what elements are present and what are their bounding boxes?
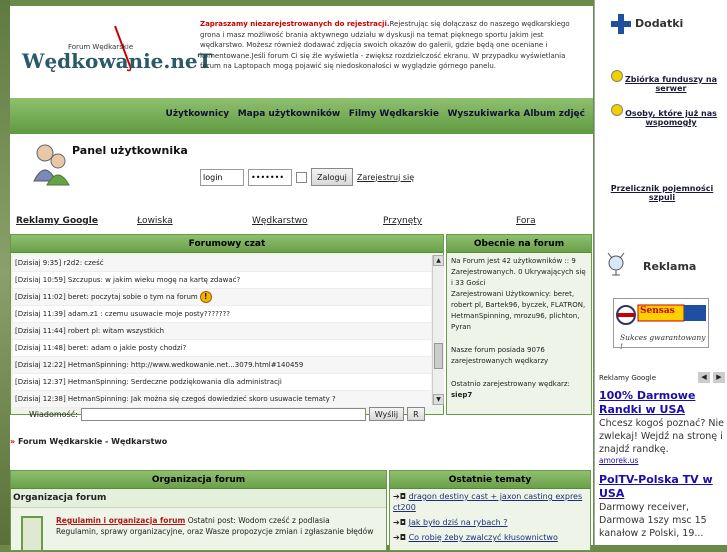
recent-item [390,530,590,545]
recent-item [390,515,590,530]
ad2-text: Darmowy receiver, Darmowa 1szy msc 15 kanałow z Polski, 19... [599,502,707,539]
posts-count: Nasze forum posiada 9076 zarejestrowanych wędkarzy [451,346,549,365]
recent-topic-link[interactable]: dragon destiny cast + jaxon casting expres ct200 [393,492,583,512]
link-fishing[interactable]: Wędkarstwo [252,216,308,226]
link-baits[interactable]: Przynęty [383,216,423,226]
chat-scrollbar[interactable] [432,255,444,405]
link-google-ads[interactable]: Reklamy Google [16,216,98,226]
chat-line: [Dzisiaj 11:44] robert pl: witam wszystkich [13,323,431,340]
next-ad-icon[interactable]: ▶ [713,372,725,383]
speaker-icon [603,250,629,278]
spool-calculator-link[interactable]: Przelicznik pojemności szpuli [610,184,714,202]
info-icon [611,70,623,82]
chat-message-row [11,407,445,421]
scroll-thumb[interactable] [434,343,443,369]
breadcrumb-text: Forum Wędkarskie - Wędkarstwo [17,437,168,446]
chat-line: [Dzisiaj 10:59] Szczupus: w jakim wieku mogę na kartę zdawać? [13,272,431,289]
login-input[interactable] [200,169,244,186]
forum-description: Regulamin, sprawy organizacyjne, oraz Wasze propozycje zmian i zgłaszanie błędów [56,527,374,536]
ad2-title[interactable]: PolTV-Polska TV w USA [599,473,713,500]
recent-topic-link[interactable]: Co robię żeby zwalczyć kłusownictwo [408,533,558,542]
last-registered-user[interactable]: siep7 [451,391,473,399]
nav-fishing-films[interactable]: Filmy Wędkarskie [348,109,439,119]
chat-list[interactable] [13,255,431,405]
chat-line [13,289,431,306]
organization-section [10,470,387,551]
intro-body: Rejestrując się dołączasz do naszego wędkarskiego grona i masz możliwość brania aktywnego udziału w dyskusji na temat pięknego sportu jakim jest wędkarstwo. Możesz również dodawać zdjęcia swoich okazów do galerii, gdzie będą one oceniane i komentowane.Jeśli forum Ci się źle wyświetla - zwiększ rozdzielczość ekranu. W przypadku wyświetlania forum na Laptopach mogą pojawić się niedoskonałości w wyglądzie górnego panelu. [200,20,570,70]
topic-arrow-icon: ➔◘ [393,533,409,542]
ads-heading: Reklama [643,260,697,273]
online-title: Obecnie na forum [447,235,591,253]
intro-text [200,19,585,72]
plus-icon [611,14,631,36]
forum-row [11,515,386,537]
logo-small-text: Forum Wędkarskie [68,43,134,51]
addons-heading: Dodatki [635,17,684,30]
top-nav [10,98,593,134]
recent-topic-link[interactable]: Jak było dziś na rybach ? [408,518,508,527]
main-column [10,6,593,545]
right-sidebar [594,0,727,545]
send-button[interactable]: Wyślij [369,407,404,421]
scroll-up-icon[interactable]: ▲ [433,255,444,266]
password-input[interactable] [248,169,292,186]
recent-topics [389,470,591,551]
remember-checkbox[interactable] [296,172,307,183]
online-panel [446,234,592,415]
last-registered-label: Ostatnio zarejestrowany wędkarz: [451,380,570,388]
recent-title: Ostatnie tematy [390,471,590,489]
chat-line: [Dzisiaj 12:37] HetmanSpinning: Serdeczne podziękowania dla administracji [13,374,431,391]
ad-links [10,216,593,230]
forum-last-post: Ostatni post: Wodom cześć z podlasia [187,516,330,525]
chat-line: [Dzisiaj 11:48] beret: adam o jakie posty chodzi? [13,340,431,357]
chat-line: [Dzisiaj 12:38] HetmanSpinning: Jak można się czegoś dowiedzieć skoro usuwacie tematy ? [13,391,431,408]
nav-search-album[interactable]: Wyszukiwarka Album zdjęć [447,109,585,119]
message-input[interactable] [81,408,366,421]
breadcrumb[interactable] [10,437,167,446]
ad1-text: Chcesz kogoś poznać? Nie zwlekaj! Wejdź na stronę i znajdź randkę. [599,418,725,455]
recent-item [390,489,590,515]
message-label: Wiadomość: [29,409,78,419]
fundraiser-link[interactable]: Zbiórka funduszy na serwer [624,75,718,93]
chat-title: Forumowy czat [11,235,443,253]
link-fisheries[interactable]: Łowiska [137,216,173,226]
site-logo[interactable] [20,20,213,80]
link-forums[interactable]: Fora [516,216,536,226]
prev-ad-icon[interactable]: ◀ [698,372,710,383]
online-registered: Zarejestrowani Użytkownicy: beret, robert pl, Bartek96, byczek, FLATRON, HetmanSpinning, mrozu96, plichton, Pyran [451,290,586,331]
login-form [200,168,414,186]
google-ads [599,372,725,540]
logo-main-text: Wędkowanie.neT [22,49,213,73]
banner-brand: Sensas [640,306,675,316]
intro-highlight[interactable]: Zapraszamy niezarejestrowanych do rejestracji. [200,20,390,28]
register-link[interactable]: Zarejestruj się [356,172,415,182]
panel-title: Panel użytkownika [72,144,188,157]
topic-arrow-icon: ➔◘ [393,518,409,527]
nav-user-map[interactable]: Mapa użytkowników [237,109,341,119]
background-left [0,0,10,545]
ad1-title[interactable]: 100% Darmowe Randki w USA [599,389,696,416]
organization-heading: Organizacja forum [11,489,386,508]
scroll-down-icon[interactable]: ▼ [433,394,444,405]
users-icon [32,141,72,187]
online-count: Na Forum jest 42 użytkowników :: 9 Zarejestrowanych. 0 Ukrywających się i 33 Gości [451,257,586,287]
banner-slogan: Sukces gwarantowany ! [620,333,706,351]
google-ads-label[interactable]: Reklamy Google [599,373,657,382]
refresh-button[interactable]: R [407,407,425,421]
chat-line: [Dzisiaj 11:39] adam.z1 : czemu usuwacie moje posty??????? [13,306,431,323]
chat-panel [10,234,444,419]
topic-arrow-icon: ➔◘ [393,492,409,501]
chat-line-text: [Dzisiaj 11:02] beret: poczytaj sobie o tym na forum [15,292,198,301]
ad1-url[interactable]: amorek.us [599,456,639,465]
sensas-banner[interactable] [613,298,709,351]
forum-title-link[interactable]: Regulamin i organizacja forum [56,516,186,525]
chat-line: [Dzisiaj 12:22] HetmanSpinning: http://www.wedkowanie.net...3079.html#140459 [13,357,431,374]
warning-icon: ! [200,291,212,303]
supporters-link[interactable]: Osoby, które już nas wspomogły [625,109,717,127]
nav-users[interactable]: Użytkownicy [165,109,230,119]
breadcrumb-bullet: » [10,437,18,446]
login-button[interactable]: Zaloguj [311,168,353,186]
chat-line: [Dzisiaj 9:35] r2d2: cześć [13,255,431,272]
organization-bar: Organizacja forum [11,471,386,489]
